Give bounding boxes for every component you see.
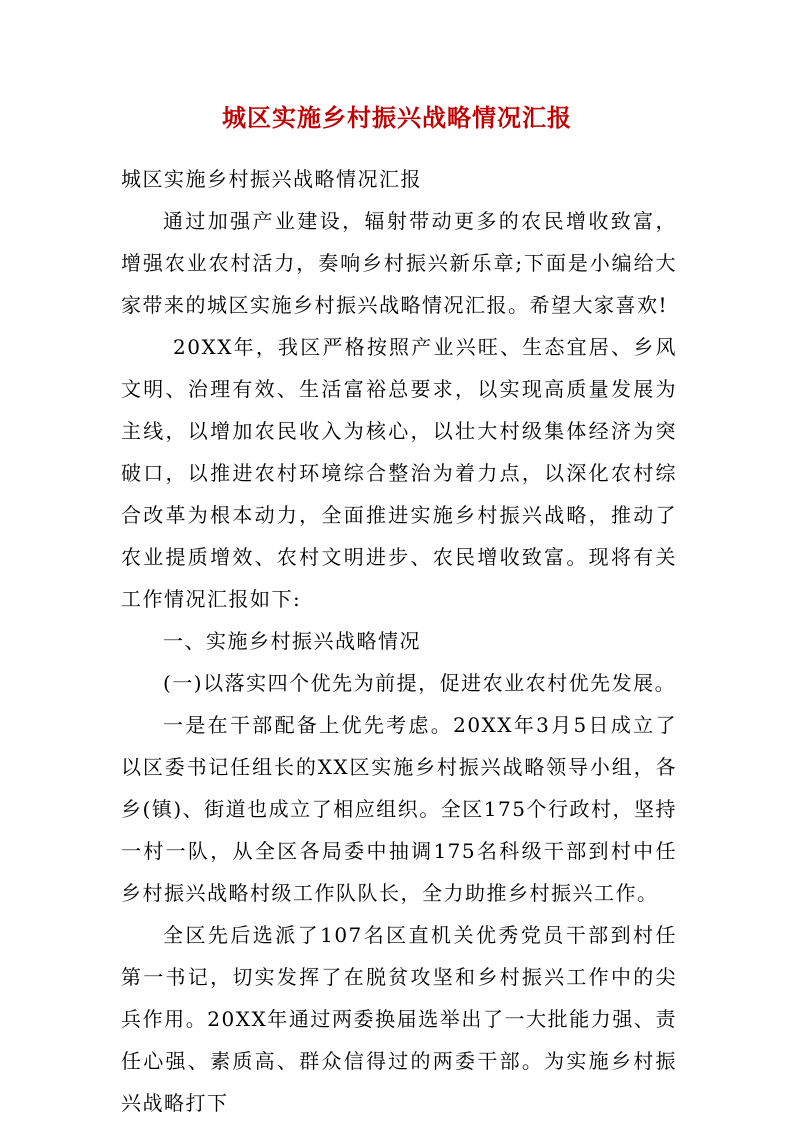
overview-paragraph: 20XX年，我区严格按照产业兴旺、生态宜居、乡风文明、治理有效、生活富裕总要求，以实现高质量发展为主线，以增加农民收入为核心，以壮大村级集体经济为突破口，以推进农村环境综合整治为着力点，以深化农村综合改革为根本动力，全面推进实施乡村振兴战略，推动了农业提质增效、农村文明进步、农民增收致富。现将有关工作情况汇报如下: bbox=[121, 335, 677, 611]
intro-paragraph: 通过加强产业建设，辐射带动更多的农民增收致富，增强农业农村活力，奏响乡村振兴新乐章;下面是小编给大家带来的城区实施乡村振兴战略情况汇报。希望大家喜欢! bbox=[121, 209, 677, 317]
body-paragraph: 全区先后选派了107名区直机关优秀党员干部到村任第一书记，切实发挥了在脱贫攻坚和乡村振兴工作中的尖兵作用。20XX年通过两委换届选举出了一大批能力强、责任心强、素质高、群众信得过的两委干部。为实施乡村振兴战略打下 bbox=[121, 923, 677, 1115]
document-body bbox=[121, 158, 677, 1124]
document-title: 城区实施乡村振兴战略情况汇报 bbox=[222, 103, 572, 132]
body-paragraph: 一是在干部配备上优先考虑。20XX年3月5日成立了以区委书记任组长的XX区实施乡村振兴战略领导小组，各乡(镇)、街道也成立了相应组织。全区175个行政村，坚持一村一队，从全区各局委中抽调175名科级干部到村中任乡村振兴战略村级工作队队长，全力助推乡村振兴工作。 bbox=[121, 713, 677, 905]
subsection-heading: (一)以落实四个优先为前提，促进农业农村优先发展。 bbox=[163, 671, 677, 695]
section-heading: 一、实施乡村振兴战略情况 bbox=[163, 629, 421, 653]
subtitle-paragraph: 城区实施乡村振兴战略情况汇报 bbox=[121, 167, 422, 191]
